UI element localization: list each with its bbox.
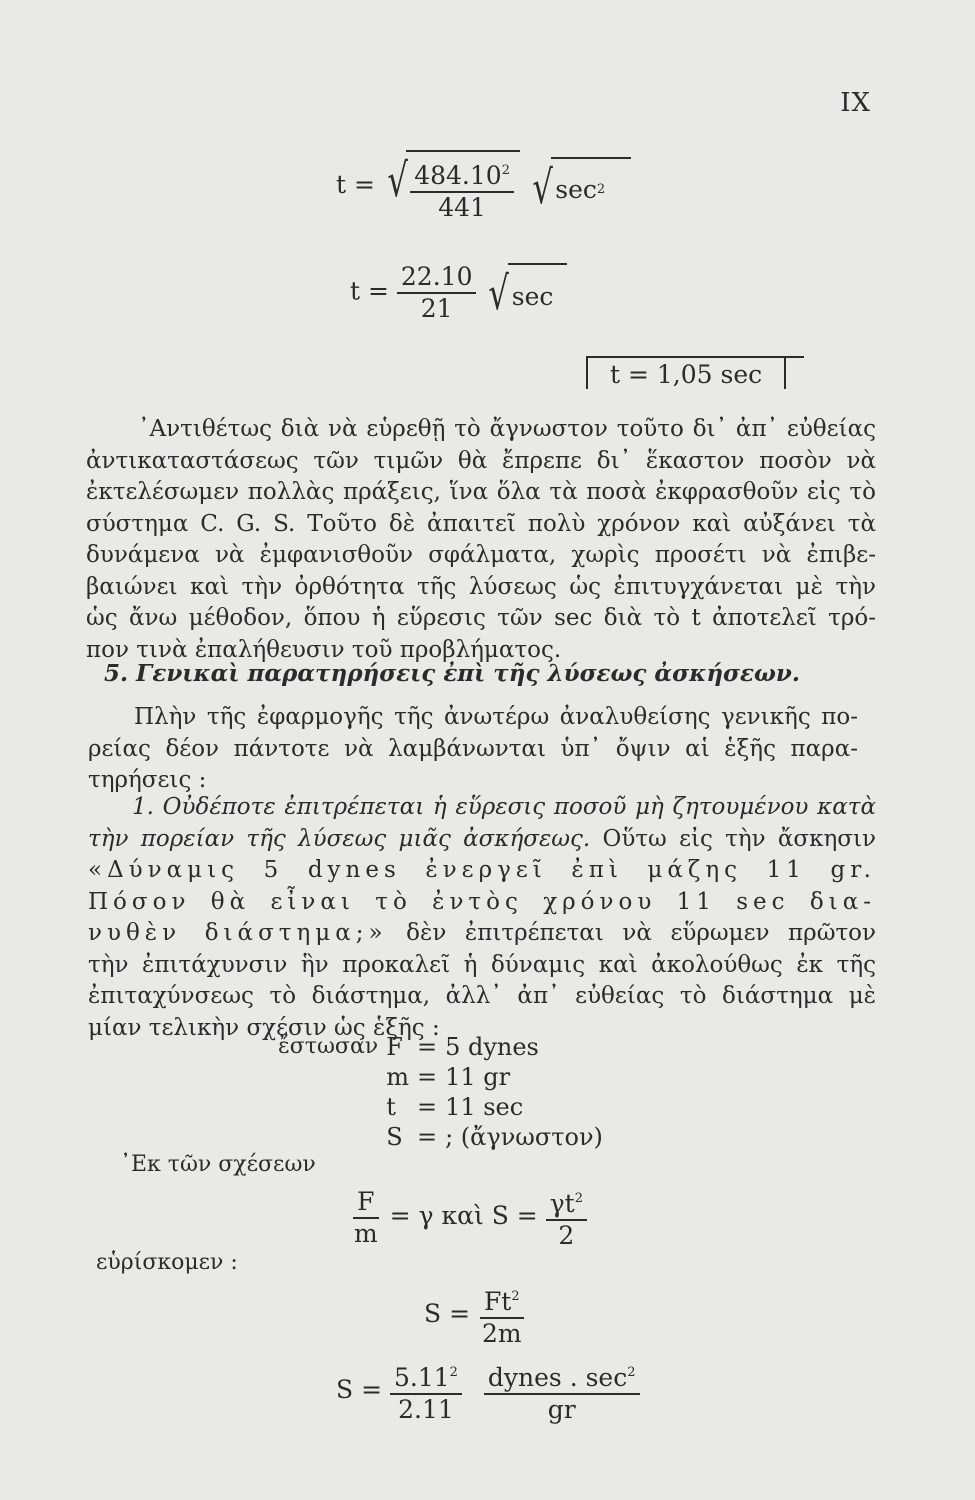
s-value-den1: 2.11 [398,1395,454,1424]
eq1-numerator: 484.10 [414,161,502,190]
text-run: δὲν ἐπιτρέπεται νὰ εὕρωμεν πρῶτον [406,920,876,946]
paragraph-line [88,824,876,856]
s-value [336,1358,640,1425]
given-row [274,1032,607,1062]
eq1-unit: sec [555,175,597,204]
given-equals: = [416,1123,438,1151]
paragraph-line: ρείας δέον πάντοτε νὰ λαμβάνωνται ὑπ᾿ ὄψιν αἱ ἑξῆς παρα- [88,735,858,762]
we-find-label: εὑρίσκομεν : [96,1250,238,1275]
section-heading: 5. Γενικαὶ παρατηρήσεις ἐπὶ τῆς λύσεως ἀσκήσεων. [104,660,800,687]
given-value: 11 sec [445,1093,524,1121]
eq1-denominator: 441 [438,193,486,222]
spaced-phrase: νυθὲν διάστημα;» [88,920,388,946]
given-label: ἔστωσαν [278,1034,379,1059]
eq2-numerator: 22.10 [397,262,477,294]
relation-f-den: m [354,1218,378,1248]
result-value: t = 1,05 sec [610,360,763,389]
eq1-sqrt-unit [528,157,631,217]
given-row [274,1062,607,1092]
paragraph-line: πον τινὰ ἐπαλήθευσιν τοῦ προβλήματος. [86,636,562,663]
relation-g-den: 2 [558,1221,575,1250]
s-formula-num: Ft [483,1287,512,1316]
s-value-den2: gr [547,1395,576,1424]
paragraph-line: τηρήσεις : [88,767,207,793]
given-values [274,1032,607,1152]
eq2-sqrt-unit [484,263,567,323]
s-value-num1-exp: 2 [449,1365,458,1380]
paragraph-intro-remarks [88,702,858,797]
s-formula-num-exp: 2 [511,1289,520,1304]
text-run: Οὕτω εἰς τὴν ἄσκησιν [602,825,876,852]
s-formula [424,1282,526,1349]
relation-middle: = γ καὶ S = [389,1201,538,1230]
paragraph-line: ἐκτελέσωμεν πολλὰς πράξεις, ἵνα ὅλα τὰ ποσὰ ἐκφρασθοῦν εἰς τὸ [86,479,876,505]
radical-sign-icon: √ [532,159,553,214]
eq2-denominator: 21 [420,294,453,323]
radical-sign-icon: √ [488,266,510,320]
from-relations-label: ᾿Εκ τῶν σχέσεων [120,1152,316,1177]
paragraph-line: δυνάμενα νὰ ἐμφανισθοῦν σφάλματα, χωρὶς προσέτι νὰ ἐπιβε- [86,542,876,568]
paragraph-explanation [86,414,876,666]
paragraph-remark-one [88,792,876,1044]
s-value-num2: dynes . sec [487,1363,628,1392]
eq1-lhs: t = [336,170,375,199]
given-symbol: F [386,1033,403,1061]
paragraph-line: τὴν ἐπιτάχυνσιν ἣν προκαλεῖ ἡ δύναμις καὶ ἀκολούθως ἐκ τῆς [88,951,876,978]
eq2-lhs: t = [350,276,389,306]
given-equals: = [416,1093,438,1121]
s-formula-lhs: S = [424,1299,471,1328]
s-formula-den: 2m [481,1319,522,1348]
result-box [586,358,786,389]
paragraph-line: ἐπιταχύνσεως τὸ διάστημα, ἀλλ᾿ ἀπ᾿ εὐθείας τὸ διάστημα μὲ [88,983,876,1009]
given-symbol: t [386,1093,396,1121]
paragraph-line: 1. Οὐδέποτε ἐπιτρέπεται ἡ εὕρεσις ποσοῦ μὴ ζητουμένου κατὰ [132,794,876,820]
result-box-top-rule [586,356,804,358]
given-row [274,1092,607,1122]
italic-phrase: τὴν πορείαν τῆς λύσεως μιᾶς ἀσκήσεως. [88,825,591,852]
given-value: ; (ἄγνωστον) [445,1123,603,1151]
relation-g-exp: 2 [574,1191,583,1206]
s-value-num1: 5.11 [393,1363,450,1392]
paragraph-line: σύστημα C. G. S. Τοῦτο δὲ ἀπαιτεῖ πολὺ χρόνον καὶ αὐξάνει τὰ [86,510,876,537]
equation-t-sqrt [336,150,631,223]
paragraph-line [88,918,876,950]
given-equals: = [416,1033,438,1061]
s-value-num2-exp: 2 [627,1365,636,1380]
paragraph-line: «Δύναμις 5 dynes ἐνεργεῖ ἐπὶ μάζης 11 gr. [88,857,876,883]
paragraph-line: βαιώνει καὶ τὴν ὀρθότητα τῆς λύσεως ὡς ἐπιτυγχάνεται μὲ τὴν [86,573,876,600]
paragraph-line: ᾿Αντιθέτως διὰ νὰ εὑρεθῇ τὸ ἄγνωστον τοῦτο δι᾿ ἀπ᾿ εὐθείας [138,416,876,442]
relation-f-num: F [353,1187,378,1219]
paragraph-line: ἀντικαταστάσεως τῶν τιμῶν θὰ ἔπρεπε δι᾿ ἕκαστον ποσὸν νὰ [86,447,876,474]
given-equals: = [416,1063,438,1091]
given-symbol: m [386,1063,409,1091]
given-row [274,1122,607,1152]
relation-equation [350,1184,587,1251]
s-value-lhs: S = [336,1375,383,1404]
given-value: 5 dynes [445,1033,539,1061]
paragraph-line: μίαν τελικὴν σχέσιν ὡς ἑξῆς : [88,1014,440,1041]
given-symbol: S [386,1123,403,1151]
eq1-sqrt-fraction [383,150,520,223]
paragraph-line: ὡς ἄνω μέθοδον, ὅπου ἡ εὕρεσις τῶν sec διὰ τὸ t ἀποτελεῖ τρό- [86,605,876,631]
relation-g-num: γt [549,1189,575,1218]
equation-t-simplified [350,262,567,324]
paragraph-line: Πλὴν τῆς ἐφαρμογῆς τῆς ἀνωτέρω ἀναλυθείσης γενικῆς πο- [134,704,858,730]
eq2-unit: sec [511,281,554,311]
given-value: 11 gr [445,1063,511,1091]
eq1-num-exp: 2 [501,163,510,178]
radical-sign-icon: √ [387,153,408,207]
page-number: IX [840,88,871,118]
paragraph-line: Πόσον θὰ εἶναι τὸ ἐντὸς χρόνου 11 sec δια- [88,888,876,915]
eq1-unit-exp: 2 [596,182,606,197]
